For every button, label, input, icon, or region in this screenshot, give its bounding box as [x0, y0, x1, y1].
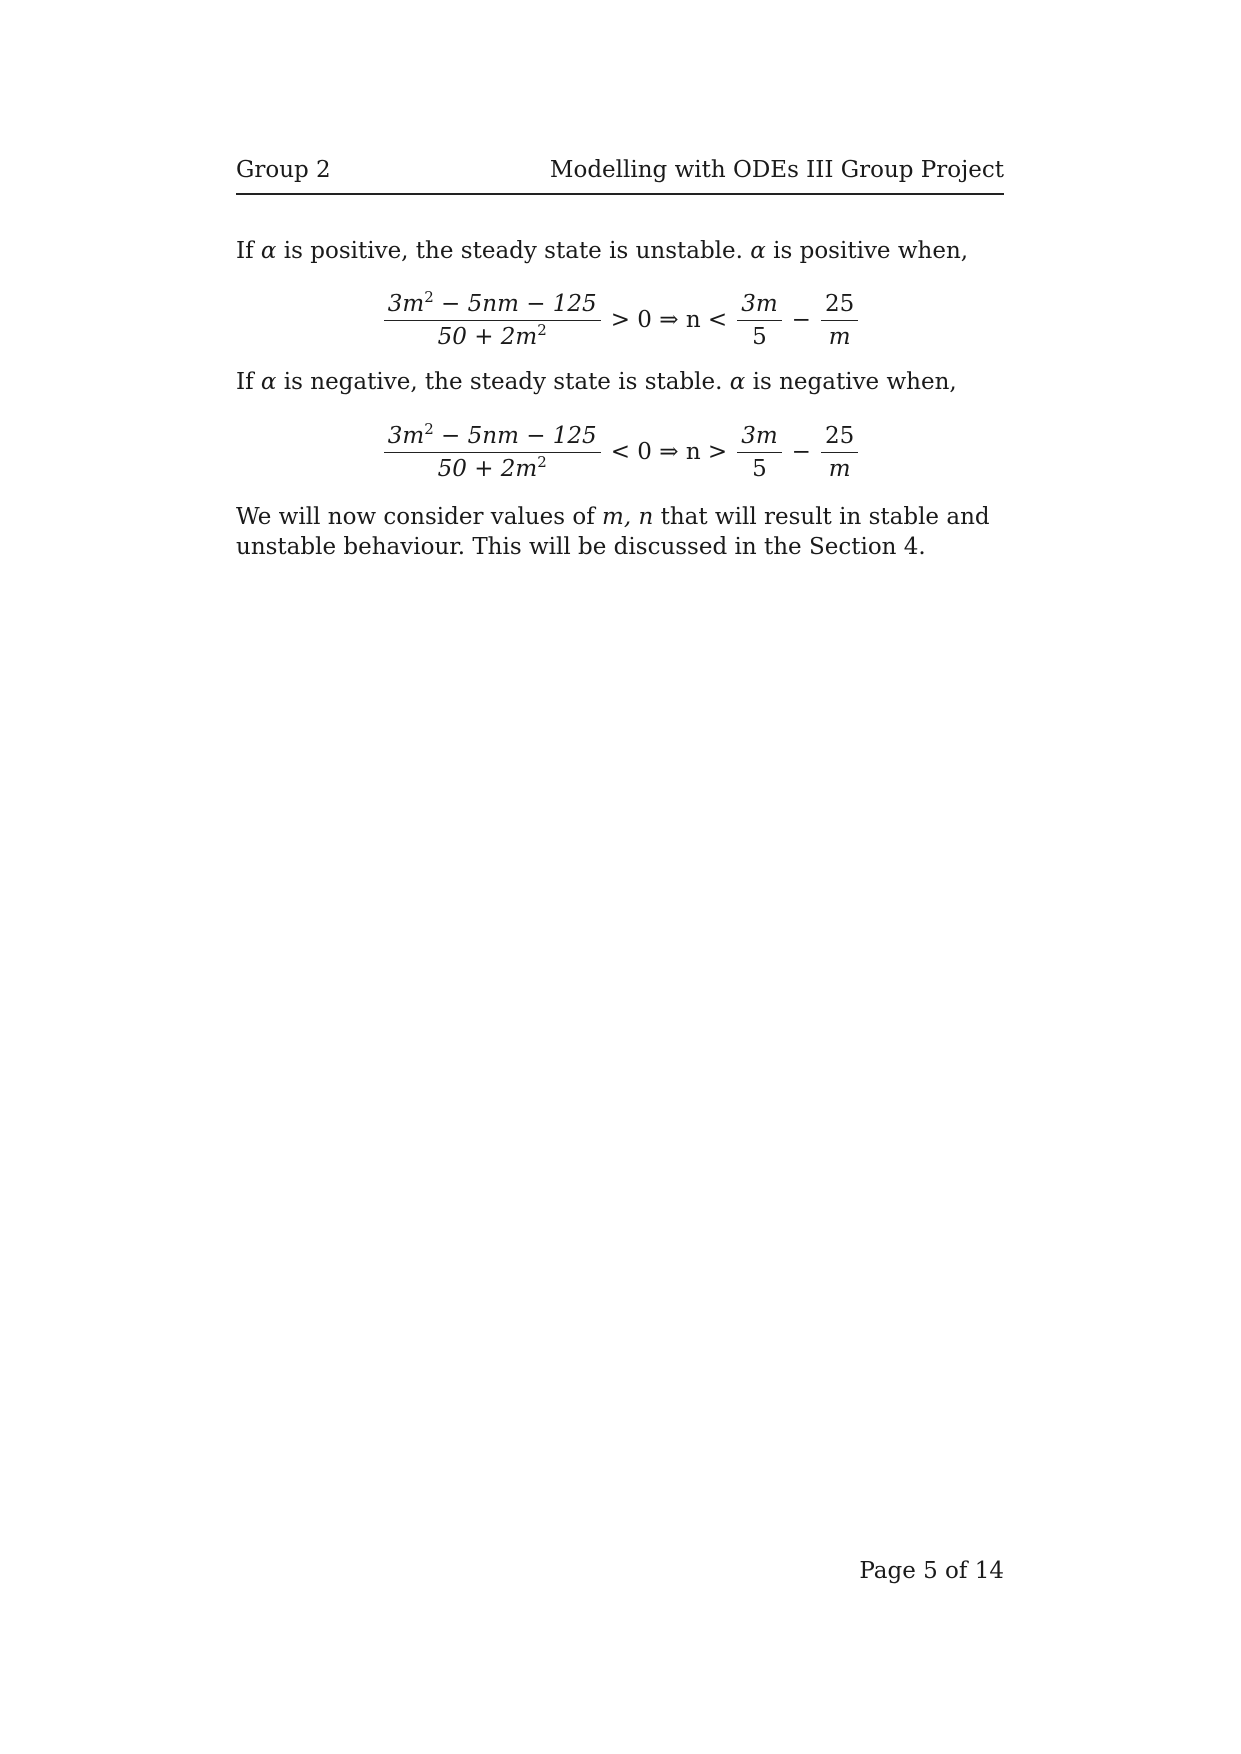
eq1-numerator: $3m^2 - 5nm - 125$	[384, 291, 601, 321]
p2-pre: If	[236, 369, 261, 395]
eq2-fraction-25-over-m: $\frac{25}{m}$	[821, 423, 858, 482]
eq2-relation: < 0 ⇒ n >	[610, 439, 728, 465]
eq2-denominator: $50 + 2m^2$	[437, 452, 547, 482]
p3-pre: We will now consider values of	[236, 504, 603, 530]
page-number: Page 5 of 14	[859, 1558, 1004, 1584]
paragraph-unstable-condition	[236, 236, 1006, 266]
eq2-main-fraction	[384, 419, 601, 482]
p3-post: that will result in stable and unstable behaviour. This will be discussed in the Section 4.	[236, 504, 990, 560]
equation-stable	[236, 417, 1006, 487]
p3-vars: m, n	[602, 504, 654, 530]
p1-alpha-2: α	[750, 238, 766, 264]
eq2-fraction-3m-over-5: $\frac{3m}{5}$	[737, 423, 781, 482]
p1-alpha-1: α	[260, 238, 277, 264]
eq1-minus: −	[791, 307, 811, 333]
paragraph-stable-condition	[236, 367, 1006, 397]
eq2-minus: −	[791, 439, 811, 465]
eq1-fraction-3m-over-5: $\frac{3m}{5}$	[737, 291, 781, 350]
eq1-denominator: $50 + 2m^2$	[437, 320, 547, 350]
p2-post: is negative when,	[745, 369, 957, 395]
p2-alpha-1: α	[260, 369, 277, 395]
eq1-relation: > 0 ⇒ n <	[610, 307, 728, 333]
eq2-numerator: $3m^2 - 5nm - 125$	[384, 423, 601, 453]
p2-alpha-2: α	[729, 369, 746, 395]
p1-post: is positive when,	[765, 238, 969, 264]
eq1-main-fraction	[384, 287, 601, 350]
header-project-title: Modelling with ODEs III Group Project	[549, 157, 1004, 183]
p2-mid: is negative, the steady state is stable.	[276, 369, 730, 395]
p1-mid: is positive, the steady state is unstable.	[276, 238, 751, 264]
running-header	[236, 157, 1004, 195]
paragraph-conclusion	[236, 502, 1006, 562]
equation-unstable	[236, 285, 1006, 355]
header-group-label: Group 2	[236, 157, 331, 183]
eq1-fraction-25-over-m: $\frac{25}{m}$	[821, 291, 858, 350]
p1-pre: If	[236, 238, 261, 264]
